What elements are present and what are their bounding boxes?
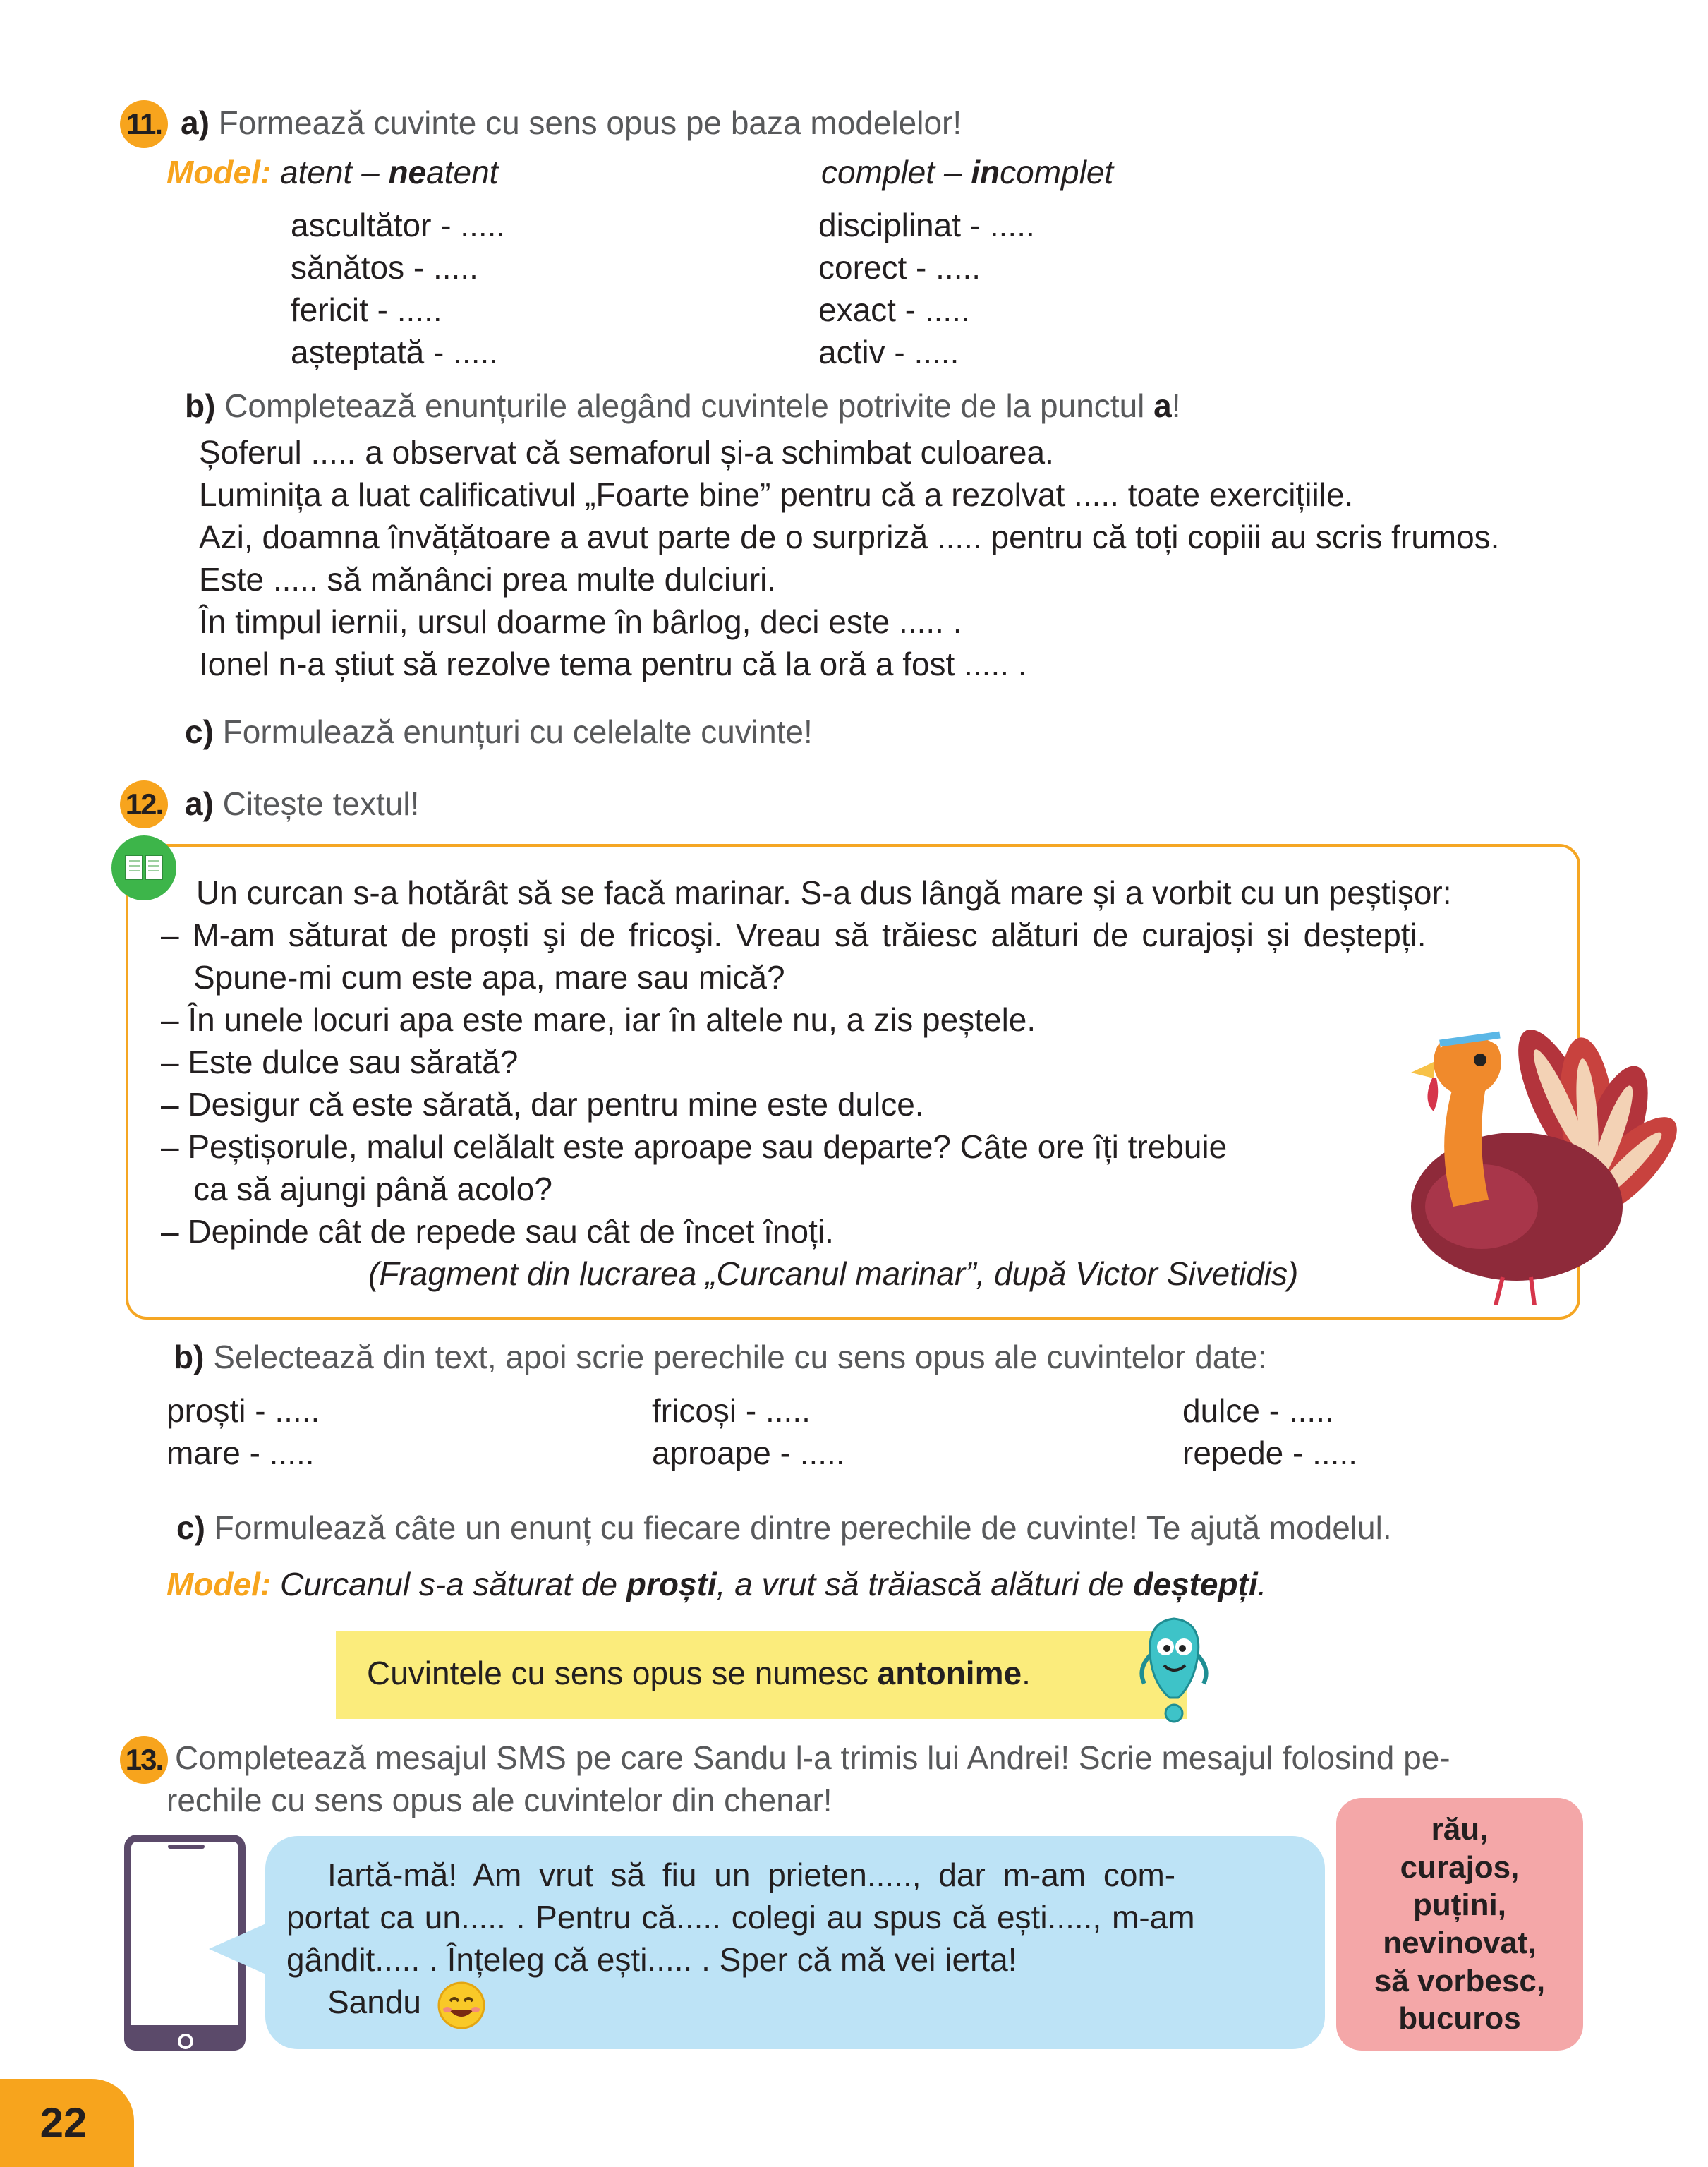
book-icon-glyph (111, 835, 176, 900)
story-line: Spune-mi cum este apa, mare sau mică? (193, 959, 785, 996)
smiley-icon (436, 1980, 487, 2031)
story-source: (Fragment din lucrarea „Curcanul marinar”, după Victor Sivetidis) (368, 1255, 1299, 1292)
word-box-item: curajos, (1400, 1849, 1520, 1885)
sms-signature: Sandu (327, 1984, 422, 2020)
ex11-sentence: Șoferul ..... a observat că semaforul și-a schimbat culoarea. (199, 434, 1054, 471)
ex12-b-instruction: b) Selectează din text, apoi scrie perechile cu sens opus ale cuvintelor date: (174, 1339, 1267, 1375)
antonyms-note (336, 1631, 1187, 1719)
word-box-item: să vorbesc, (1374, 1963, 1546, 1998)
sms-bubble-tail (209, 1921, 272, 1977)
antonyms-note-text: Cuvintele cu sens opus se numesc antonime. (367, 1655, 1031, 1691)
ex11-left-word: așteptată - ..... (291, 334, 499, 370)
ex13-instruction-line-1: Completează mesajul SMS pe care Sandu l-a trimis lui Andrei! Scrie mesajul folosind pe- (175, 1739, 1450, 1776)
ex11-c-instruction: c) Formulează enunțuri cu celelalte cuvinte! (185, 713, 813, 750)
pair-item: dulce - ..... (1182, 1392, 1334, 1429)
word-box-item: bucuros (1398, 2001, 1521, 2036)
ex11-left-word: fericit - ..... (291, 291, 442, 328)
ex12-model: Model: Curcanul s-a săturat de proști, a vrut să trăiască alături de deștepți. (166, 1566, 1267, 1602)
page-number: 22 (0, 2079, 134, 2167)
ex11-sentence: Ionel n-a știut să rezolve tema pentru că la oră a fost ..... . (199, 646, 1027, 682)
ex11-model-1: Model: atent – neatent (166, 154, 499, 191)
pair-item: fricoși - ..... (652, 1392, 811, 1429)
word-box-item: puțini, (1413, 1888, 1506, 1923)
story-line: – Este dulce sau sărată? (161, 1044, 519, 1080)
ex11-left-word: ascultător - ..... (291, 207, 506, 243)
book-icon (111, 835, 176, 900)
exercise-11-badge: 11. (120, 100, 168, 148)
sms-line: portat ca un..... . Pentru că..... colegi au spus că ești....., m-am (286, 1899, 1195, 1936)
story-line: – M-am săturat de proști şi de fricoşi. Vreau să trăiesc alături de curajoși și deștepți. (161, 917, 1427, 953)
pair-item: aproape - ..... (652, 1435, 845, 1471)
story-line: Un curcan s-a hotărât să se facă marinar. S-a dus lângă mare și a vorbit cu un peștișor: (196, 874, 1452, 911)
ex11-right-word: disciplinat - ..... (818, 207, 1035, 243)
story-line: – Desigur că este sărată, dar pentru mine este dulce. (161, 1086, 924, 1123)
story-line: – Peștișorule, malul celălalt este aproape sau departe? Câte ore îți trebuie (161, 1128, 1228, 1165)
sms-line: Iartă-mă! Am vrut să fiu un prieten....., dar m-am com- (327, 1857, 1176, 1893)
ex11-sentence: Luminița a luat calificativul „Foarte bine” pentru că a rezolvat ..... toate exercițiile. (199, 476, 1354, 513)
story-line: – În unele locuri apa este mare, iar în altele nu, a zis peștele. (161, 1001, 1036, 1038)
ex11-sentence: Azi, doamna învățătoare a avut parte de o surpriză ..... pentru că toți copiii au scris frumos. (199, 519, 1500, 555)
phone-home-button (178, 2034, 193, 2049)
ex11-right-word: corect - ..... (818, 249, 981, 286)
word-box (1336, 1798, 1583, 2051)
ex11-model-2: complet – incomplet (821, 154, 1114, 191)
pair-item: repede - ..... (1182, 1435, 1358, 1471)
ex11-sentence: Este ..... să mănânci prea multe dulciuri. (199, 561, 777, 598)
ex11-right-word: activ - ..... (818, 334, 959, 370)
pair-item: proști - ..... (166, 1392, 320, 1429)
turkey-illustration (1355, 995, 1686, 1305)
story-line: ca să ajungi până acolo? (193, 1171, 552, 1207)
ex13-instruction-line-2: rechile cu sens opus ale cuvintelor din chenar! (166, 1782, 832, 1818)
mascot-icon (1137, 1613, 1211, 1726)
ex11-a-instruction: a) Formează cuvinte cu sens opus pe baza modelelor! (181, 104, 962, 141)
phone-speaker (168, 1845, 205, 1849)
story-line: – Depinde cât de repede sau cât de încet înoți. (161, 1213, 834, 1250)
exercise-12-badge: 12. (120, 780, 168, 828)
word-box-item: nevinovat, (1383, 1926, 1537, 1961)
ex12-c-instruction: c) Formulează câte un enunț cu fiecare dintre perechile de cuvinte! Te ajută modelul. (176, 1509, 1392, 1546)
ex11-sentence: În timpul iernii, ursul doarme în bârlog, deci este ..... . (199, 603, 962, 640)
ex12-a-instruction: a) Citește textul! (185, 785, 420, 822)
pair-item: mare - ..... (166, 1435, 315, 1471)
sms-line: gândit..... . Înțeleg că ești..... . Sper că mă vei ierta! (286, 1941, 1017, 1978)
exercise-13-badge: 13. (120, 1736, 168, 1784)
ex11-b-instruction: b) Completează enunțurile alegând cuvintele potrivite de la punctul a! (185, 387, 1181, 424)
ex11-right-word: exact - ..... (818, 291, 970, 328)
word-box-item: rău, (1431, 1812, 1489, 1847)
ex11-left-word: sănătos - ..... (291, 249, 478, 286)
